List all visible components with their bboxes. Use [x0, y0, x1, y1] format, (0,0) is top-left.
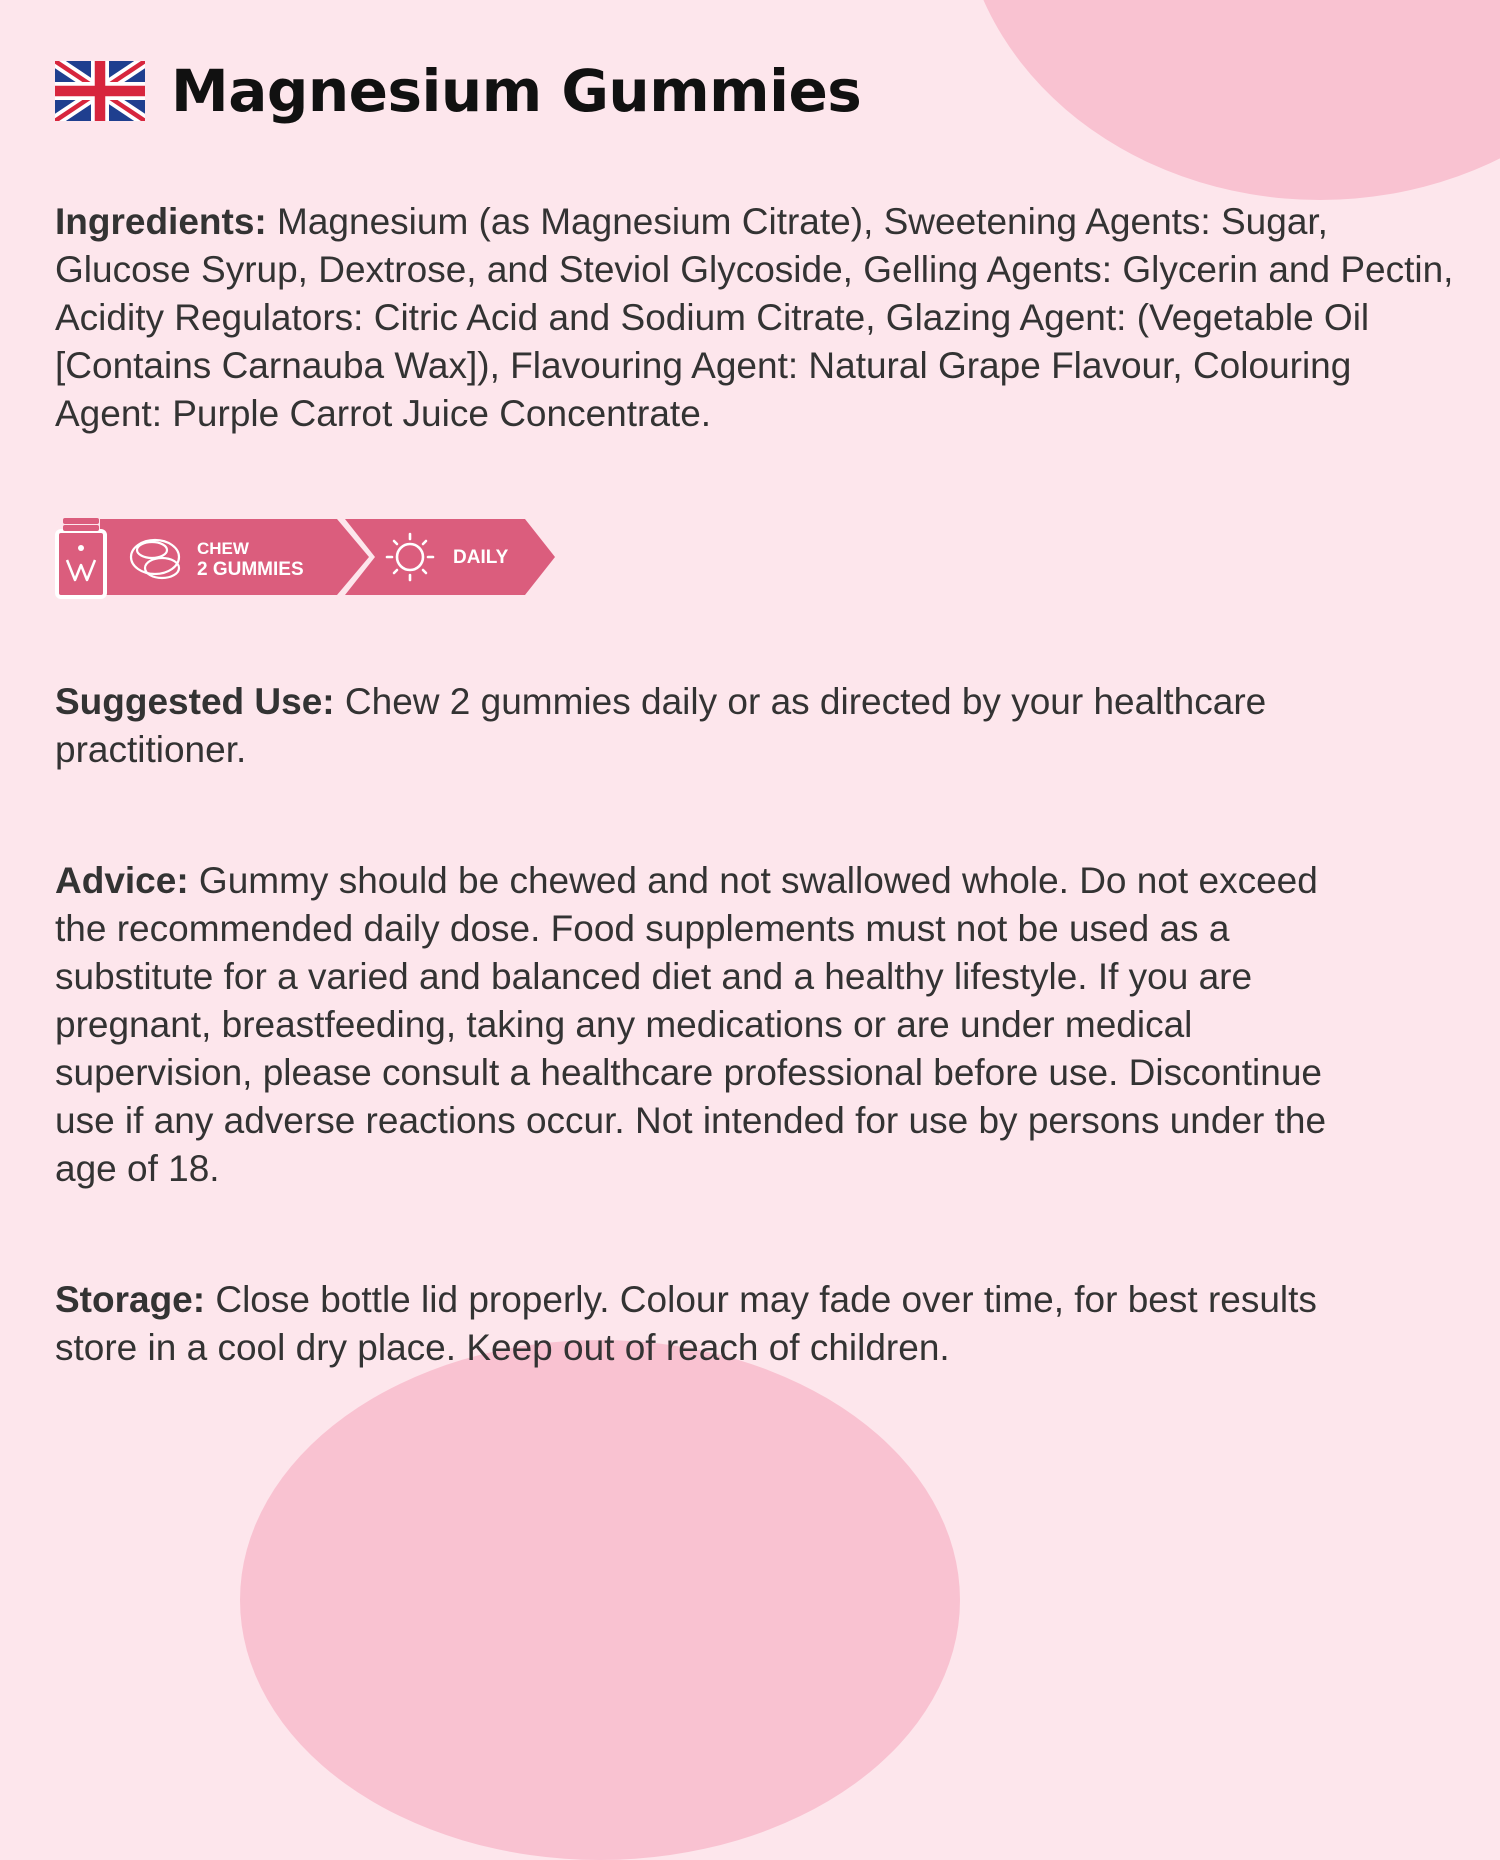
storage-text: Close bottle lid properly. Colour may fade over time, for best results store in a cool dry place. Keep out of reach of children.	[55, 1279, 1317, 1368]
advice-text: Gummy should be chewed and not swallowed whole. Do not exceed the recommended daily dose. Food supplements must not be used as a substitute for a varied and balanced diet and a healthy lifestyle. If you are pregnant, breastfeeding, taking any medications or are under medical supervision, please consult a healthcare professional before use. Discontinue use if any adverse reactions occur. Not intended for use by persons under the age of 18.	[55, 860, 1327, 1189]
storage-label: Storage:	[55, 1279, 206, 1320]
header	[55, 55, 861, 127]
daily-label: DAILY	[453, 547, 509, 568]
page-title: Magnesium Gummies	[171, 57, 862, 125]
chew-label: CHEW	[197, 539, 249, 558]
uk-flag-icon	[55, 61, 145, 121]
advice-section	[55, 857, 1355, 1193]
decorative-blob-bottom	[240, 1340, 960, 1860]
ingredients-section	[55, 198, 1455, 438]
decorative-blob-top	[960, 0, 1500, 200]
ingredients-text: Magnesium (as Magnesium Citrate), Sweetening Agents: Sugar, Glucose Syrup, Dextrose, and Steviol Glycoside, Gelling Agents: Glycerin and Pectin, Acidity Regulators: Citric Acid and Sodium Citrate, Glazing Agent: (Vegetable Oil [Contains Carnauba Wax]), Flavouring Agent: Natural Grape Flavour, Colouring Agent: Purple Carrot Juice Concentrate.	[55, 201, 1454, 434]
supplement-bottle-icon	[57, 518, 105, 597]
dosage-banner	[55, 515, 565, 601]
suggested-use-section	[55, 678, 1455, 774]
suggested-use-text: Chew 2 gummies daily or as directed by your healthcare practitioner.	[55, 681, 1267, 770]
advice-label: Advice:	[55, 860, 189, 901]
suggested-use-label: Suggested Use:	[55, 681, 335, 722]
storage-section	[55, 1276, 1355, 1372]
gummies-count-label: 2 GUMMIES	[197, 559, 304, 580]
ingredients-label: Ingredients:	[55, 201, 267, 242]
